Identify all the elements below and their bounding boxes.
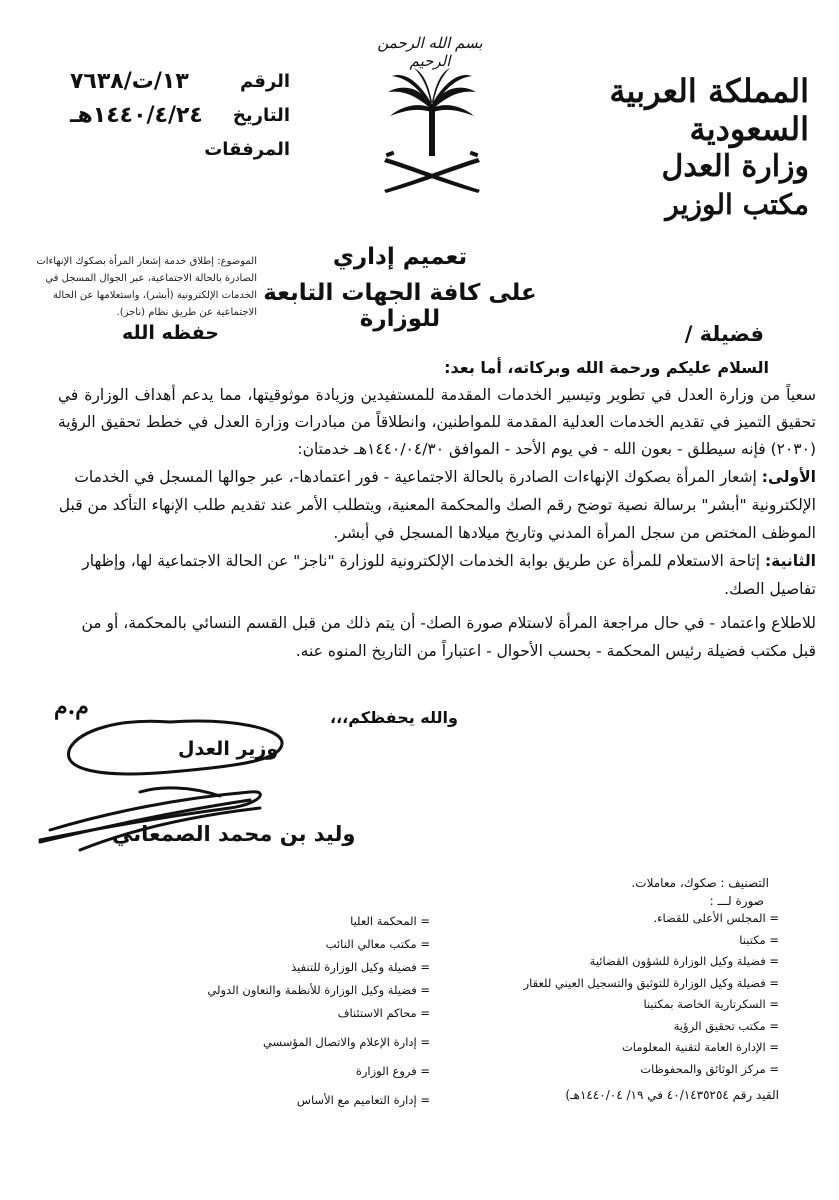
list-item: = المحكمة العليا [350,914,430,928]
minister-title: وزير العدل [178,738,279,760]
second-service-text: إتاحة الاستعلام للمرأة عن طريق بوابة الخدمات الإلكترونية للوزارة "ناجز" عن الحالة الاجتماعية لها، وإظهار تفاصيل الصك. [82,552,816,598]
list-item: = مركز الوثائق والمحفوظات [640,1061,779,1076]
saudi-emblem-icon [382,66,482,196]
kingdom-name: المملكة العربية السعودية [609,72,809,148]
distribution-left-column [180,910,430,1112]
list-item: = مكتب تحقيق الرؤية [673,1018,779,1033]
addressee-label: فضيلة / [684,322,764,346]
list-item: = فضيلة وكيل الوزارة للأنظمة والتعاون الدولي [207,983,430,997]
list-item: = إدارة التعاميم مع الأساس [296,1093,430,1107]
list-item: = مكتبنا [739,932,779,947]
list-item: = فضيلة وكيل الوزارة للتنفيذ [291,960,430,974]
closing-salutation: والله يحفظكم،،، [330,708,458,727]
first-service-text: إشعار المرأة بصكوك الإنهاءات الصادرة بالحالة الاجتماعية - فور اعتمادها-، عبر جوالها المسجل في الخدمات الإلكترونية "أبشر" برسالة نصية توضح رقم الصك والمحكمة المعنية، ويتطلب الأمر عند تقديم طلب الإنهاء التأكد من قبل الموظف المختص من سجل المرأة المدني وتاريخ ميلادها المسجل في أبشر. [58,468,816,542]
list-item: = السكرتارية الخاصة بمكتبنا [643,997,779,1011]
addressee-blessing: حفظه الله [122,322,219,344]
ref-number-value: ١٣/ت/٧٦٣٨ [70,68,189,94]
list-item: = فضيلة وكيل الوزارة للتوثيق والتسجيل العيني للعقار [523,975,779,990]
minister-name: وليد بن محمد الصمعاني [112,822,356,846]
greeting: السلام عليكم ورحمة الله وبركاته، أما بعد: [444,358,769,377]
ref-number-row [70,64,290,98]
ref-attachments-label: المرفقات [204,138,290,160]
distribution-right-column [489,908,779,1080]
ministry-letterhead [549,72,809,224]
classification: التصنيف : صكوك، معاملات. [631,876,769,890]
ref-attachments-row [70,132,290,166]
record-number: القيد رقم ٤٠/١٤٣٥٢٥٤ في ١٩/ ١٤٤٠/٠٤هـ) [565,1088,779,1102]
list-item: = المجلس الأعلى للقضاء. [653,911,779,925]
ref-date-row [70,98,290,132]
copy-to-label: صورة لـــ : [709,894,764,908]
ref-date-value: ١٤٤٠/٤/٢٤هـ [70,102,203,128]
list-item: = الإدارة العامة لتقنية المعلومات [621,1040,779,1054]
list-item: = فروع الوزارة [355,1064,430,1078]
ministry-name: وزارة العدل [661,149,809,184]
list-item: = مكتب معالي النائب [325,937,430,951]
first-service [58,463,816,547]
list-item: = محاكم الاستئناف [337,1006,430,1020]
reference-block [70,64,290,166]
letter-body [58,382,816,665]
ref-number-label: الرقم [239,70,290,92]
circular-recipients: على كافة الجهات التابعة للوزارة [263,280,537,332]
initials: م.م [54,694,89,720]
list-item: = فضيلة وكيل الوزارة للشؤون القضائية [589,954,779,968]
subject-note: الموضوع: إطلاق خدمة إشعار المرأة بصكوك الإنهاءات الصادرة بالحالة الاجتماعية، عبر الجوال المسجل في الخدمات الإلكترونية (أبشر)، واستعلامها عن الحالة الاجتماعية عن طريق نظام (ناجز). [36,256,257,318]
circular-title: تعميم إداري [332,244,468,270]
second-service-label: الثانية: [764,552,816,570]
closing-paragraph: للاطلاع واعتماد - في حال مراجعة المرأة لاستلام صورة الصك- أن يتم ذلك من قبل القسم النسائي بالمحكمة، أو من قبل مكتب فضيلة رئيس المحكمة - بحسب الأحوال - اعتباراً من التاريخ المنوه عنه. [81,614,816,660]
basmala: بسم الله الرحمن الرحيم [377,34,483,70]
ref-date-label: التاريخ [232,104,290,126]
first-service-label: الأولى: [761,468,816,486]
list-item: = إدارة الإعلام والاتصال المؤسسي [262,1035,430,1049]
intro-paragraph: سعياً من وزارة العدل في تطوير وتيسير الخدمات المقدمة للمستفيدين وزيادة موثوقيتها، مما يدعم أهداف الوزارة في تحقيق التميز في تقديم الخدمات العدلية المقدمة للمواطنين، وانطلاقاً من مبادرات وزارة العدل في خطط تحقيق الرؤية (٢٠٣٠) فإنه سيطلق - بعون الله - في يوم الأحد - الموافق ١٤٤٠/٠٤/٣٠هـ خدمتان: [58,386,816,458]
second-service [58,547,816,603]
office-name: مكتب الوزير [665,188,809,221]
